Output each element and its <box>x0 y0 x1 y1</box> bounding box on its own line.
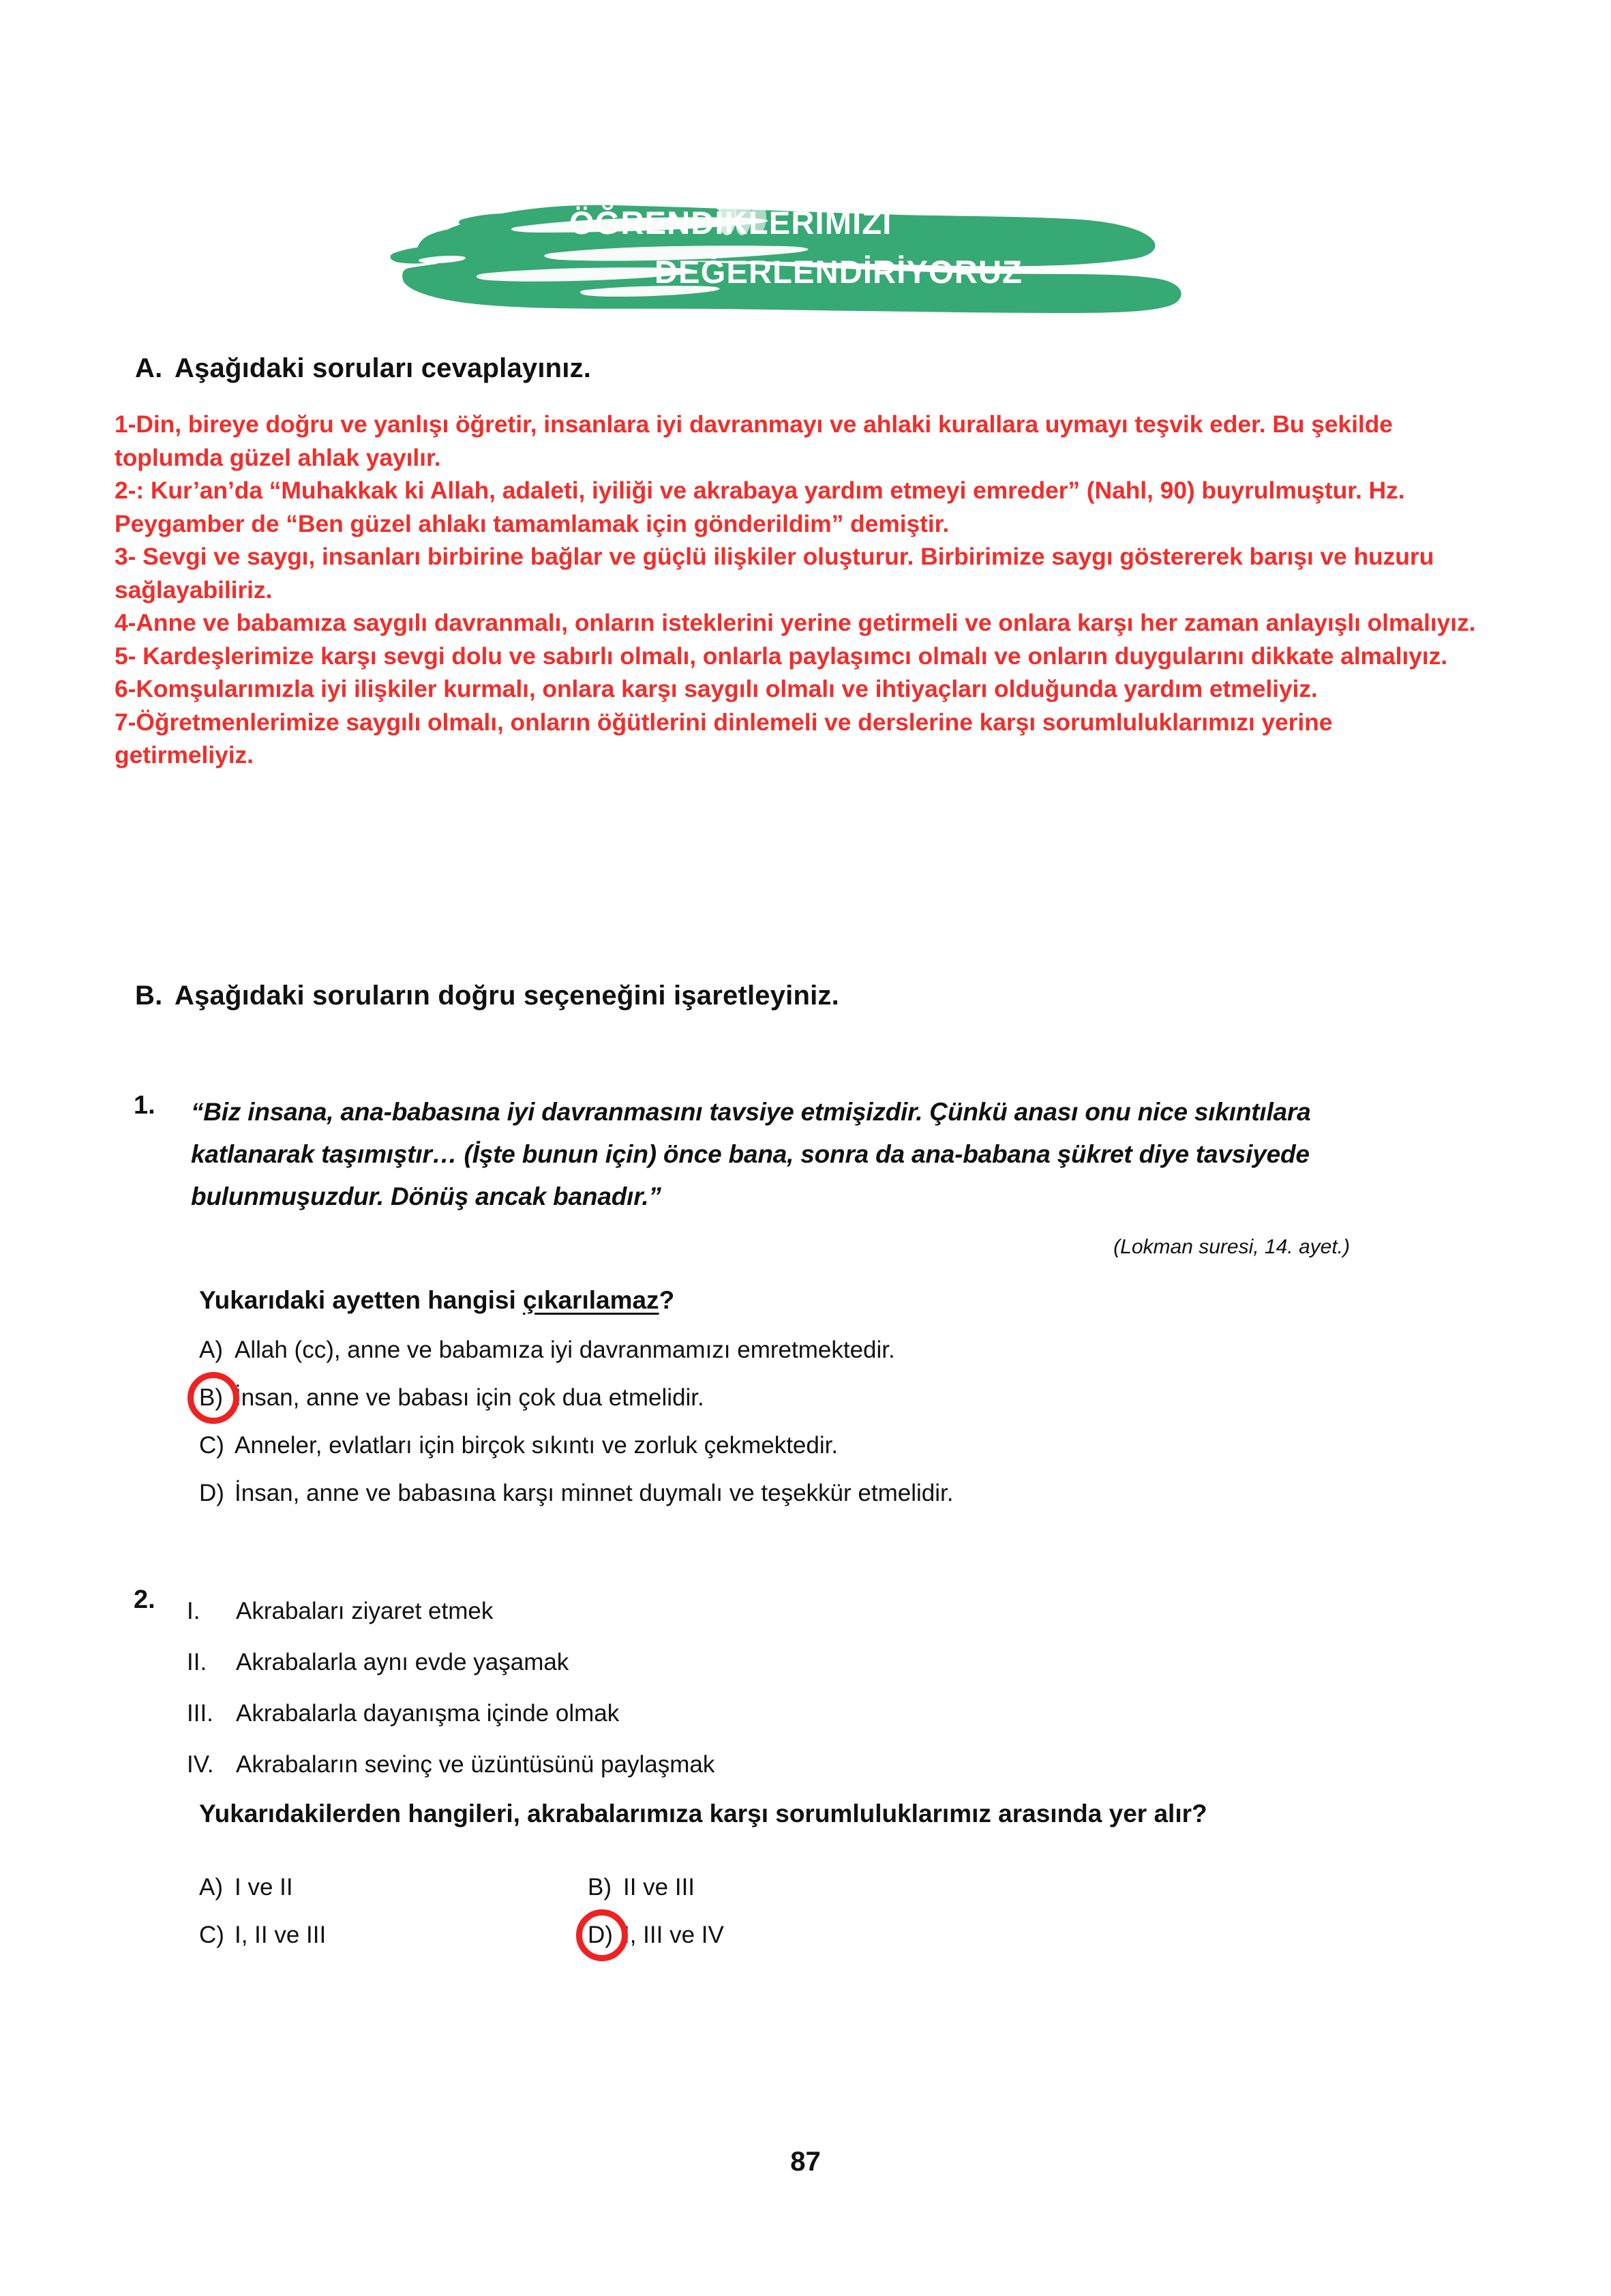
section-b-title: Aşağıdaki soruların doğru seçeneğini işaretleyiniz. <box>175 981 839 1011</box>
option-a-text: I ve II <box>235 1874 293 1900</box>
question-1-options <box>199 1326 1426 1517</box>
section-banner <box>382 188 1186 314</box>
roman-item-iv <box>187 1739 1346 1790</box>
roman-numeral-i: I. <box>187 1598 200 1624</box>
question-2-number: 2. <box>134 1585 155 1614</box>
option-b[interactable] <box>588 1864 1222 1911</box>
option-a[interactable] <box>199 1864 588 1911</box>
option-c[interactable] <box>199 1422 1426 1470</box>
option-c[interactable] <box>199 1911 588 1959</box>
answer-line-3: 3- Sevgi ve saygı, insanları birbirine bağlar ve güçlü ilişkiler oluşturur. Birbirimize saygı göstererek barışı ve huzuru sağlayabiliriz. <box>115 543 1434 603</box>
roman-item-iii <box>187 1688 1346 1739</box>
option-d-text: İnsan, anne ve babasına karşı minnet duymalı ve teşekkür etmelidir. <box>235 1480 954 1506</box>
roman-text-ii: Akrabalarla aynı evde yaşamak <box>236 1649 569 1675</box>
answer-line-6: 6-Komşularımızla iyi ilişkiler kurmalı, onlara karşı saygılı olmalı ve ihtiyaçları olduğunda yardım etmeliyiz. <box>115 675 1318 702</box>
prompt-text-before: Yukarıdaki ayetten hangisi <box>199 1286 524 1314</box>
option-c-letter: C) <box>199 1432 224 1459</box>
question-1 <box>0 1091 1611 1568</box>
question-2 <box>0 1585 1611 2097</box>
option-b[interactable] <box>199 1374 1426 1422</box>
section-b-heading <box>135 981 839 1011</box>
option-d[interactable] <box>199 1470 1426 1517</box>
roman-text-iv: Akrabaların sevinç ve üzüntüsünü paylaşmak <box>236 1751 715 1778</box>
answer-line-4: 4-Anne ve babamıza saygılı davranmalı, onların isteklerini yerine getirmeli ve onlara karşı her zaman anlayışlı olmalıyız. <box>115 609 1476 636</box>
option-a[interactable] <box>199 1326 1426 1374</box>
section-b-letter: B. <box>135 981 163 1011</box>
option-a-letter: A) <box>199 1337 223 1363</box>
roman-numeral-iii: III. <box>187 1700 213 1727</box>
option-a-text: Allah (cc), anne ve babamıza iyi davranmamızı emretmektedir. <box>235 1337 895 1363</box>
answer-line-2: 2-: Kur’an’da “Muhakkak ki Allah, adaleti, iyiliği ve akrabaya yardım etmeyi emreder” (Nahl, 90) buyrulmuştur. Hz. Peygamber de “Ben güzel ahlakı tamamlamak için gönderildim” demiştir. <box>115 477 1405 537</box>
option-d[interactable] <box>588 1911 1222 1959</box>
option-b-letter: B) <box>199 1374 235 1422</box>
section-a-title: Aşağıdaki soruları cevaplayınız. <box>175 353 592 383</box>
question-1-citation: (Lokman suresi, 14. ayet.) <box>1113 1236 1350 1258</box>
answer-line-7: 7-Öğretmenlerimize saygılı olmalı, onların öğütlerini dinlemeli ve derslerine karşı sorumluluklarımızı yerine getirmeliyiz. <box>115 708 1333 769</box>
option-d-letter: D) <box>588 1911 623 1959</box>
option-c-text: Anneler, evlatları için birçok sıkıntı ve zorluk çekmektedir. <box>235 1432 839 1459</box>
question-2-prompt: Yukarıdakilerden hangileri, akrabalarımıza karşı sorumluluklarımız arasında yer alır? <box>199 1800 1207 1828</box>
answer-line-5: 5- Kardeşlerimize karşı sevgi dolu ve sabırlı olmalı, onlarla paylaşımcı olmalı ve onların duygularını dikkate almalıyız. <box>115 642 1447 670</box>
section-a-letter: A. <box>135 353 163 383</box>
section-a-heading <box>135 353 591 384</box>
option-b-text: İnsan, anne ve babası için çok dua etmelidir. <box>235 1384 704 1411</box>
option-b-text: II ve III <box>623 1874 695 1900</box>
answer-line-1: 1-Din, bireye doğru ve yanlışı öğretir, insanlara iyi davranmayı ve ahlaki kurallara uymayı teşvik eder. Bu şekilde toplumda güzel ahlak yayılır. <box>115 411 1393 471</box>
roman-numeral-ii: II. <box>187 1649 207 1675</box>
roman-text-iii: Akrabalarla dayanışma içinde olmak <box>236 1700 620 1727</box>
question-1-number: 1. <box>134 1091 155 1120</box>
option-d-letter: D) <box>199 1480 224 1506</box>
option-b-letter: B) <box>588 1874 612 1900</box>
roman-item-i <box>187 1585 1346 1637</box>
page-number: 87 <box>790 2147 821 2177</box>
roman-item-ii <box>187 1637 1346 1688</box>
banner-line-2: DEĞERLENDİRİYORUZ <box>654 254 1023 290</box>
roman-numeral-iv: IV. <box>187 1751 214 1778</box>
question-1-prompt <box>199 1283 1358 1317</box>
option-d-text: I, III ve IV <box>623 1922 724 1948</box>
prompt-text-after: ? <box>659 1286 675 1314</box>
option-c-letter: C) <box>199 1922 224 1948</box>
question-2-options <box>199 1864 1222 1959</box>
student-answers-block <box>115 408 1478 772</box>
brush-stroke-shape <box>382 188 1186 314</box>
question-1-verse: “Biz insana, ana-babasına iyi davranmasını tavsiye etmişizdir. Çünkü anası onu nice sıkıntılara katlanarak taşımıştır… (İşte bunun için) önce bana, sonra da ana-babana şükret diye tavsiyede bulunmuşuzdur. Dönüş ancak banadır.” <box>191 1098 1311 1210</box>
option-a-letter: A) <box>199 1874 223 1900</box>
question-2-roman-list <box>187 1585 1346 1790</box>
prompt-underlined-word: çıkarılamaz <box>523 1286 659 1314</box>
option-c-text: I, II ve III <box>235 1922 327 1948</box>
roman-text-i: Akrabaları ziyaret etmek <box>236 1598 494 1624</box>
banner-line-1: ÖĞRENDİKLERİMİZİ <box>569 205 892 241</box>
